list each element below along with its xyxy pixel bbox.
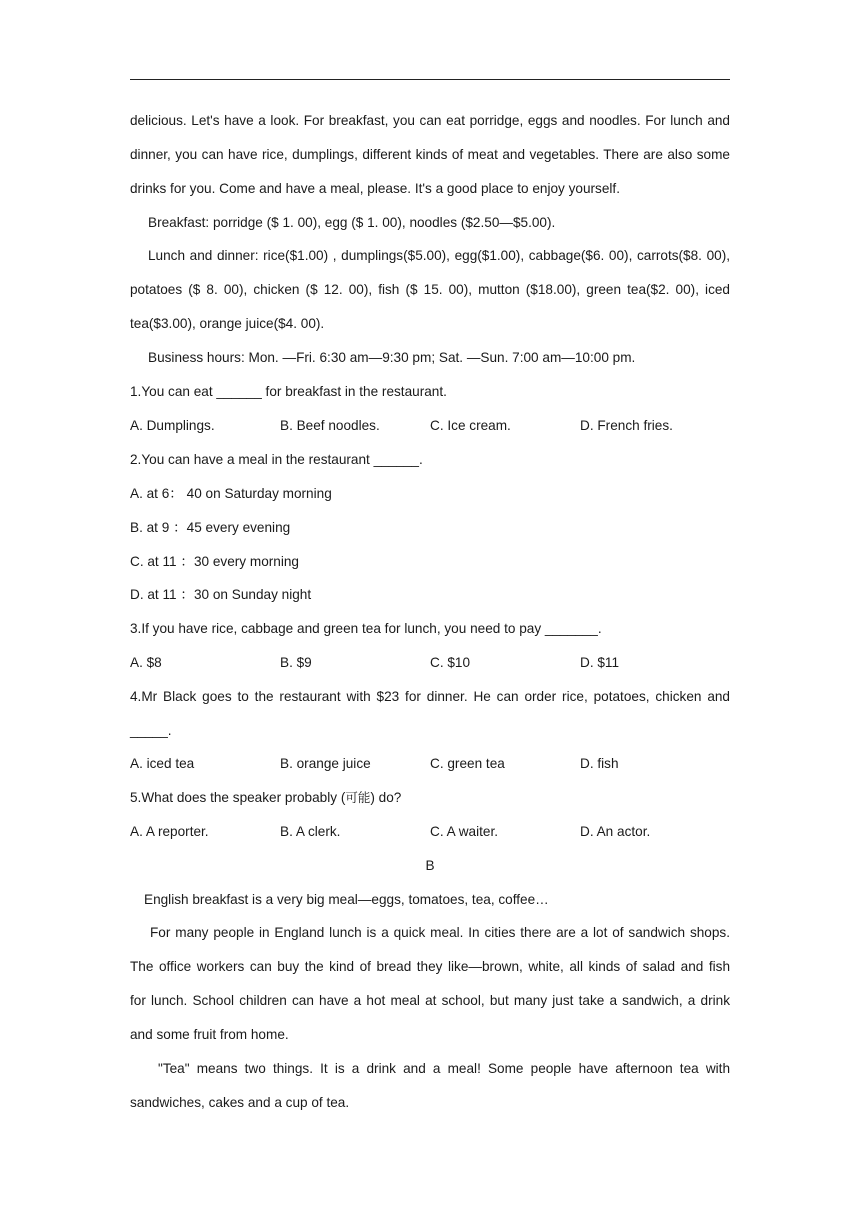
option-a: A. $8 xyxy=(130,655,162,670)
section-heading: B xyxy=(425,858,435,873)
option-c: C. green tea xyxy=(430,756,505,771)
option-c: C. A waiter. xyxy=(430,824,499,839)
lunch-menu-line: tea($3.00), orange juice($4. 00). xyxy=(130,316,325,331)
option-b: B. Beef noodles. xyxy=(280,418,380,433)
question-stem: 4.Mr Black goes to the restaurant with $23 for dinner. He can order rice, potatoes, chicken and xyxy=(130,689,730,704)
option-a: A. iced tea xyxy=(130,756,195,771)
passage-b-line: For many people in England lunch is a quick meal. In cities there are a lot of sandwich shops. xyxy=(150,925,730,940)
option-a: A. at 6： 40 on Saturday morning xyxy=(130,486,332,501)
option-c: C. at 11 ：30 every morning xyxy=(130,554,299,569)
option-a: A. Dumplings. xyxy=(130,418,215,433)
option-b: B. orange juice xyxy=(280,756,371,771)
option-c: C. $10 xyxy=(430,655,471,670)
passage-a-line: delicious. Let's have a look. For breakfast, you can eat porridge, eggs and noodles. For lunch and xyxy=(130,113,730,128)
option-d: D. $11 xyxy=(580,655,620,670)
option-a: A. A reporter. xyxy=(130,824,209,839)
passage-b-line: The office workers can buy the kind of bread they like—brown, white, all kinds of salad and fish xyxy=(130,959,730,974)
passage-b-line: English breakfast is a very big meal—eggs, tomatoes, tea, coffee… xyxy=(144,892,549,907)
passage-a-line: drinks for you. Come and have a meal, please. It's a good place to enjoy yourself. xyxy=(130,181,620,196)
passage-b-line: and some fruit from home. xyxy=(130,1027,289,1042)
passage-b-line: for lunch. School children can have a hot meal at school, but many just take a sandwich, a drink xyxy=(130,993,730,1008)
passage-b-line: "Tea" means two things. It is a drink and a meal! Some people have afternoon tea with xyxy=(158,1061,730,1076)
option-c: C. Ice cream. xyxy=(430,418,511,433)
question-stem: 3.If you have rice, cabbage and green tea for lunch, you need to pay _______. xyxy=(130,621,602,636)
question-stem-cont: _____. xyxy=(130,723,172,738)
passage-b-line: sandwiches, cakes and a cup of tea. xyxy=(130,1095,350,1110)
breakfast-menu: Breakfast: porridge ($ 1. 00), egg ($ 1. 00), noodles ($2.50—$5.00). xyxy=(148,215,556,230)
lunch-menu-line: Lunch and dinner: rice($1.00) , dumplings($5.00), egg($1.00), cabbage($6. 00), carrots($8. 00), xyxy=(148,248,730,263)
question-stem: 2.You can have a meal in the restaurant ______. xyxy=(130,452,423,467)
option-b: B. at 9 ：45 every evening xyxy=(130,520,291,535)
question-stem: 1.You can eat ______ for breakfast in the restaurant. xyxy=(130,384,447,399)
option-d: D. fish xyxy=(580,756,619,771)
option-d: D. French fries. xyxy=(580,418,673,433)
header-rule xyxy=(130,79,730,80)
option-b: B. $9 xyxy=(280,655,312,670)
option-d: D. An actor. xyxy=(580,824,651,839)
question-stem xyxy=(130,788,730,808)
option-b: B. A clerk. xyxy=(280,824,341,839)
stem-cjk: 可能 xyxy=(345,790,371,805)
business-hours: Business hours: Mon. —Fri. 6:30 am—9:30 pm; Sat. —Sun. 7:00 am—10:00 pm. xyxy=(148,350,636,365)
passage-a-line: dinner, you can have rice, dumplings, different kinds of meat and vegetables. There are also some xyxy=(130,147,730,162)
lunch-menu-line: potatoes ($ 8. 00), chicken ($ 12. 00), fish ($ 15. 00), mutton ($18.00), green tea($2. 00), iced xyxy=(130,282,730,297)
option-d: D. at 11 ：30 on Sunday night xyxy=(130,587,312,602)
stem-text: 5.What does the speaker probably ( xyxy=(130,790,346,805)
stem-text: ) do? xyxy=(370,790,402,805)
